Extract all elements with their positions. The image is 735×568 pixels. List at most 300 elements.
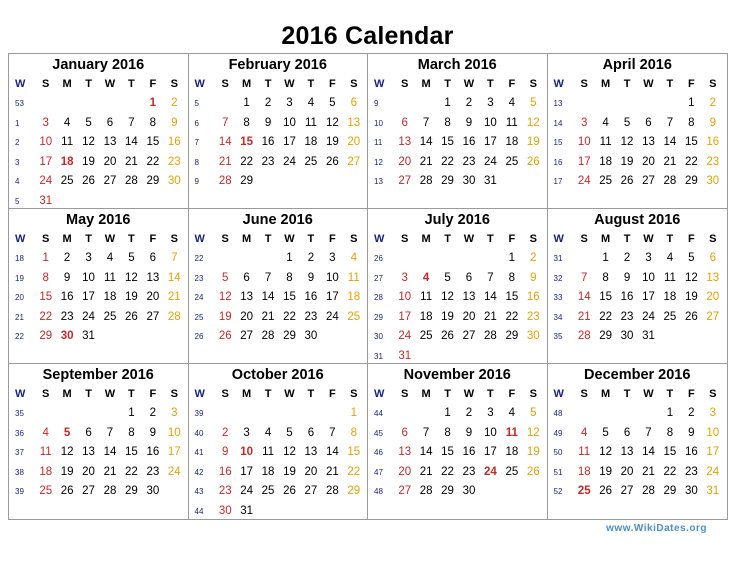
day-mon[interactable]: 25 (599, 175, 613, 187)
day-sat[interactable]: 12 (526, 426, 540, 439)
day-mon[interactable]: 17 (240, 465, 254, 478)
day-mon[interactable]: 29 (240, 175, 254, 187)
day-wed[interactable]: 23 (462, 155, 476, 168)
day-sat[interactable]: 2 (530, 252, 537, 264)
day-tue[interactable]: 18 (261, 465, 275, 478)
day-mon[interactable]: 18 (599, 155, 613, 168)
day-fri[interactable]: 21 (325, 465, 339, 478)
day-sat[interactable]: 13 (706, 271, 720, 284)
day-fri[interactable]: 19 (684, 291, 698, 303)
day-sat[interactable]: 30 (526, 330, 540, 342)
day-sun[interactable]: 21 (218, 155, 232, 168)
day-thu[interactable]: 19 (125, 291, 138, 303)
day-tue[interactable]: 19 (441, 310, 454, 323)
day-thu[interactable]: 21 (125, 155, 138, 168)
day-fri[interactable]: 4 (508, 407, 516, 419)
day-mon[interactable]: 11 (420, 291, 433, 303)
day-wed[interactable]: 13 (462, 291, 476, 303)
day-sat[interactable]: 22 (347, 465, 361, 478)
day-thu[interactable]: 24 (484, 465, 497, 478)
day-tue[interactable]: 10 (82, 271, 95, 284)
day-sat[interactable]: 23 (167, 155, 181, 168)
day-sat[interactable]: 10 (706, 426, 720, 439)
day-sun[interactable]: 31 (398, 349, 412, 362)
day-tue[interactable]: 17 (82, 291, 95, 303)
day-sun[interactable]: 14 (218, 136, 232, 148)
day-sun[interactable]: 24 (398, 330, 412, 342)
day-wed[interactable]: 3 (645, 252, 652, 264)
day-tue[interactable]: 12 (82, 136, 95, 148)
day-tue[interactable]: 31 (82, 330, 95, 342)
day-mon[interactable]: 11 (599, 136, 612, 148)
day-wed[interactable]: 7 (645, 426, 652, 439)
day-sat[interactable]: 7 (171, 252, 178, 264)
day-thu[interactable]: 10 (484, 426, 497, 439)
day-mon[interactable]: 30 (60, 330, 74, 342)
day-thu[interactable]: 21 (663, 155, 677, 168)
day-sat[interactable]: 8 (350, 426, 357, 439)
day-thu[interactable]: 18 (304, 136, 318, 148)
day-wed[interactable]: 1 (286, 252, 293, 264)
day-tue[interactable]: 5 (623, 116, 631, 129)
day-sun[interactable]: 23 (218, 485, 232, 497)
day-sun[interactable]: 14 (577, 291, 591, 303)
day-mon[interactable]: 21 (419, 155, 433, 168)
day-wed[interactable]: 20 (642, 155, 655, 168)
day-sat[interactable]: 17 (167, 446, 181, 458)
day-fri[interactable]: 26 (684, 310, 698, 323)
day-tue[interactable]: 9 (623, 271, 631, 284)
day-thu[interactable]: 27 (304, 485, 318, 497)
day-sun[interactable]: 10 (577, 136, 591, 148)
day-fri[interactable]: 7 (329, 426, 336, 439)
day-sun[interactable]: 18 (39, 465, 53, 478)
day-tue[interactable]: 12 (441, 291, 454, 303)
day-sun[interactable]: 20 (398, 155, 412, 168)
day-sat[interactable]: 3 (709, 407, 716, 419)
day-sun[interactable]: 2 (222, 426, 229, 439)
day-sat[interactable]: 28 (167, 310, 181, 323)
day-sun[interactable]: 27 (398, 175, 412, 187)
day-wed[interactable]: 3 (286, 97, 293, 109)
day-sun[interactable]: 6 (401, 116, 408, 129)
day-wed[interactable]: 6 (465, 271, 473, 284)
day-tue[interactable]: 16 (620, 291, 634, 303)
day-sun[interactable]: 13 (398, 136, 412, 148)
day-wed[interactable]: 30 (462, 485, 476, 497)
day-mon[interactable]: 16 (60, 291, 74, 303)
day-thu[interactable]: 28 (663, 175, 677, 187)
day-tue[interactable]: 24 (82, 310, 95, 323)
day-sat[interactable]: 20 (706, 291, 720, 303)
day-fri[interactable]: 29 (146, 175, 160, 187)
day-sun[interactable]: 11 (578, 446, 591, 458)
day-thu[interactable]: 24 (484, 155, 497, 168)
day-thu[interactable]: 23 (304, 310, 318, 323)
day-tue[interactable]: 23 (261, 155, 275, 168)
day-tue[interactable]: 21 (261, 310, 275, 323)
day-wed[interactable]: 4 (106, 252, 114, 264)
day-thu[interactable]: 25 (663, 310, 677, 323)
day-thu[interactable]: 3 (487, 407, 494, 419)
day-wed[interactable]: 10 (283, 116, 296, 129)
day-fri[interactable]: 16 (684, 446, 698, 458)
day-fri[interactable]: 12 (684, 271, 698, 284)
day-wed[interactable]: 8 (286, 271, 293, 284)
day-mon[interactable]: 8 (243, 116, 250, 129)
day-sat[interactable]: 23 (706, 155, 720, 168)
day-sat[interactable]: 26 (526, 465, 540, 478)
day-sun[interactable]: 4 (42, 426, 49, 439)
day-wed[interactable]: 31 (642, 330, 655, 342)
day-sat[interactable]: 17 (706, 446, 720, 458)
day-sun[interactable]: 28 (218, 175, 232, 187)
day-fri[interactable]: 29 (684, 175, 698, 187)
day-fri[interactable]: 13 (146, 271, 160, 284)
day-tue[interactable]: 8 (444, 116, 451, 129)
day-sun[interactable]: 30 (218, 504, 232, 517)
day-tue[interactable]: 26 (620, 175, 634, 187)
day-thu[interactable]: 4 (666, 252, 674, 264)
day-wed[interactable]: 11 (104, 271, 116, 284)
day-fri[interactable]: 30 (684, 485, 698, 497)
day-fri[interactable]: 4 (508, 97, 516, 109)
day-sun[interactable]: 20 (398, 465, 412, 478)
day-sat[interactable]: 19 (526, 136, 540, 148)
day-wed[interactable]: 20 (103, 155, 117, 168)
day-sat[interactable]: 21 (167, 291, 181, 303)
day-sun[interactable]: 11 (39, 446, 52, 458)
day-sun[interactable]: 17 (398, 310, 412, 323)
day-mon[interactable]: 27 (240, 330, 254, 342)
day-wed[interactable]: 24 (283, 155, 296, 168)
day-sat[interactable]: 11 (347, 271, 360, 284)
day-thu[interactable]: 12 (125, 271, 138, 284)
day-fri[interactable]: 12 (325, 116, 339, 129)
day-sun[interactable]: 25 (39, 485, 53, 497)
day-thu[interactable]: 13 (304, 446, 318, 458)
day-tue[interactable]: 13 (620, 446, 634, 458)
day-sat[interactable]: 12 (526, 116, 540, 129)
day-thu[interactable]: 20 (304, 465, 318, 478)
day-tue[interactable]: 23 (620, 310, 634, 323)
day-mon[interactable]: 8 (602, 271, 609, 284)
day-tue[interactable]: 6 (623, 426, 631, 439)
day-mon[interactable]: 3 (243, 426, 250, 439)
day-thu[interactable]: 16 (304, 291, 318, 303)
day-thu[interactable]: 7 (128, 116, 135, 129)
day-mon[interactable]: 28 (419, 485, 433, 497)
day-tue[interactable]: 26 (82, 175, 95, 187)
day-fri[interactable]: 9 (149, 426, 157, 439)
day-wed[interactable]: 28 (103, 485, 117, 497)
day-tue[interactable]: 27 (620, 485, 634, 497)
day-wed[interactable]: 7 (106, 426, 114, 439)
day-thu[interactable]: 22 (663, 465, 677, 478)
day-sun[interactable]: 31 (39, 194, 53, 207)
day-fri[interactable]: 1 (508, 252, 516, 264)
day-fri[interactable]: 2 (688, 407, 695, 419)
day-sat[interactable]: 9 (709, 116, 716, 129)
day-sun[interactable]: 3 (401, 271, 408, 284)
day-fri[interactable]: 15 (505, 291, 519, 303)
day-tue[interactable]: 5 (444, 271, 451, 284)
day-thu[interactable]: 10 (484, 116, 497, 129)
day-fri[interactable]: 16 (146, 446, 160, 458)
day-wed[interactable]: 28 (642, 485, 655, 497)
day-tue[interactable]: 27 (82, 485, 95, 497)
day-thu[interactable]: 26 (125, 310, 138, 323)
day-sat[interactable]: 4 (350, 252, 357, 264)
day-fri[interactable]: 8 (508, 271, 516, 284)
day-thu[interactable]: 11 (663, 271, 676, 284)
day-mon[interactable]: 20 (240, 310, 254, 323)
day-sat[interactable]: 16 (526, 291, 540, 303)
day-sat[interactable]: 26 (526, 155, 540, 168)
day-fri[interactable]: 24 (325, 310, 339, 323)
day-sun[interactable]: 28 (577, 330, 591, 342)
day-sun[interactable]: 4 (581, 426, 588, 439)
day-fri[interactable]: 22 (684, 155, 698, 168)
day-sat[interactable]: 14 (167, 271, 181, 284)
day-sat[interactable]: 24 (706, 465, 720, 478)
day-sat[interactable]: 15 (347, 446, 361, 458)
day-sun[interactable]: 15 (39, 291, 53, 303)
day-thu[interactable]: 8 (128, 426, 135, 439)
day-sun[interactable]: 7 (581, 271, 588, 284)
day-mon[interactable]: 7 (422, 116, 430, 129)
day-wed[interactable]: 17 (642, 291, 655, 303)
day-sat[interactable]: 30 (706, 175, 720, 187)
day-thu[interactable]: 21 (484, 310, 497, 323)
day-mon[interactable]: 26 (60, 485, 74, 497)
day-tue[interactable]: 15 (441, 136, 454, 148)
day-sun[interactable]: 24 (577, 175, 591, 187)
day-mon[interactable]: 6 (243, 271, 250, 284)
day-thu[interactable]: 28 (125, 175, 138, 187)
day-mon[interactable]: 5 (63, 426, 71, 439)
day-thu[interactable]: 15 (663, 446, 677, 458)
day-thu[interactable]: 8 (666, 426, 674, 439)
day-thu[interactable]: 25 (304, 155, 318, 168)
day-wed[interactable]: 16 (462, 136, 476, 148)
day-sun[interactable]: 16 (218, 465, 232, 478)
day-mon[interactable]: 1 (602, 252, 609, 264)
day-thu[interactable]: 7 (666, 116, 674, 129)
day-tue[interactable]: 20 (82, 465, 95, 478)
day-fri[interactable]: 19 (325, 136, 339, 148)
day-sat[interactable]: 20 (347, 136, 361, 148)
day-thu[interactable]: 3 (487, 97, 494, 109)
day-sun[interactable]: 25 (577, 485, 591, 497)
day-fri[interactable]: 8 (688, 116, 695, 129)
day-sat[interactable]: 16 (706, 136, 720, 148)
day-sat[interactable]: 10 (167, 426, 181, 439)
day-fri[interactable]: 17 (325, 291, 339, 303)
day-tue[interactable]: 9 (264, 116, 272, 129)
day-sat[interactable]: 23 (526, 310, 540, 323)
day-fri[interactable]: 23 (684, 465, 698, 478)
day-fri[interactable]: 30 (146, 485, 160, 497)
day-fri[interactable]: 11 (505, 116, 518, 129)
day-fri[interactable]: 10 (325, 271, 339, 284)
day-fri[interactable]: 29 (505, 330, 519, 342)
day-wed[interactable]: 21 (103, 465, 117, 478)
day-sun[interactable]: 26 (218, 330, 232, 342)
day-wed[interactable]: 6 (106, 116, 114, 129)
day-sat[interactable]: 1 (350, 407, 357, 419)
day-wed[interactable]: 27 (642, 175, 655, 187)
day-sat[interactable]: 9 (171, 116, 178, 129)
day-mon[interactable]: 29 (599, 330, 613, 342)
day-fri[interactable]: 26 (325, 155, 339, 168)
day-fri[interactable]: 8 (149, 116, 157, 129)
day-wed[interactable]: 23 (462, 465, 476, 478)
day-thu[interactable]: 18 (663, 291, 677, 303)
day-sun[interactable]: 19 (218, 310, 232, 323)
day-mon[interactable]: 25 (60, 175, 74, 187)
day-mon[interactable]: 2 (63, 252, 71, 264)
day-sun[interactable]: 27 (398, 485, 412, 497)
day-mon[interactable]: 22 (599, 310, 613, 323)
day-sun[interactable]: 13 (398, 446, 412, 458)
day-sat[interactable]: 3 (171, 407, 178, 419)
day-wed[interactable]: 17 (283, 136, 296, 148)
day-fri[interactable]: 14 (325, 446, 339, 458)
day-mon[interactable]: 18 (419, 310, 433, 323)
day-wed[interactable]: 16 (462, 446, 476, 458)
day-thu[interactable]: 14 (125, 136, 138, 148)
day-wed[interactable]: 27 (103, 175, 117, 187)
day-sat[interactable]: 5 (530, 97, 537, 109)
day-thu[interactable]: 2 (307, 252, 315, 264)
day-mon[interactable]: 7 (422, 426, 430, 439)
day-mon[interactable]: 19 (60, 465, 74, 478)
day-thu[interactable]: 14 (484, 291, 497, 303)
day-tue[interactable]: 19 (82, 155, 95, 168)
day-mon[interactable]: 14 (419, 136, 433, 148)
day-tue[interactable]: 8 (444, 426, 451, 439)
day-sun[interactable]: 3 (42, 116, 49, 129)
day-wed[interactable]: 14 (642, 446, 655, 458)
day-sat[interactable]: 16 (167, 136, 181, 148)
day-wed[interactable]: 9 (465, 116, 473, 129)
day-sun[interactable]: 24 (39, 175, 53, 187)
day-sun[interactable]: 12 (218, 291, 232, 303)
day-tue[interactable]: 26 (441, 330, 454, 342)
day-tue[interactable]: 1 (444, 97, 451, 109)
day-mon[interactable]: 18 (60, 155, 74, 168)
day-tue[interactable]: 19 (620, 155, 634, 168)
day-wed[interactable]: 5 (286, 426, 293, 439)
day-tue[interactable]: 4 (264, 426, 272, 439)
day-wed[interactable]: 15 (283, 291, 296, 303)
day-sat[interactable]: 25 (347, 310, 361, 323)
day-mon[interactable]: 10 (240, 446, 254, 458)
day-wed[interactable]: 19 (283, 465, 296, 478)
day-tue[interactable]: 15 (441, 446, 454, 458)
day-wed[interactable]: 13 (103, 136, 117, 148)
day-mon[interactable]: 9 (63, 271, 71, 284)
day-fri[interactable]: 25 (505, 465, 519, 478)
day-sun[interactable]: 22 (39, 310, 53, 323)
day-thu[interactable]: 11 (304, 116, 317, 129)
day-wed[interactable]: 10 (642, 271, 655, 284)
day-mon[interactable]: 12 (599, 446, 613, 458)
day-fri[interactable]: 22 (505, 310, 519, 323)
day-fri[interactable]: 11 (505, 426, 518, 439)
day-tue[interactable]: 6 (85, 426, 92, 439)
day-fri[interactable]: 15 (146, 136, 160, 148)
day-sun[interactable]: 7 (222, 116, 229, 129)
day-tue[interactable]: 14 (261, 291, 275, 303)
day-fri[interactable]: 2 (149, 407, 157, 419)
day-thu[interactable]: 17 (484, 136, 497, 148)
day-fri[interactable]: 22 (146, 155, 160, 168)
day-thu[interactable]: 29 (663, 485, 677, 497)
day-mon[interactable]: 19 (599, 465, 613, 478)
day-fri[interactable]: 3 (329, 252, 336, 264)
day-thu[interactable]: 6 (307, 426, 315, 439)
day-sat[interactable]: 30 (167, 175, 181, 187)
day-wed[interactable]: 30 (462, 175, 476, 187)
day-fri[interactable]: 23 (146, 465, 160, 478)
day-sat[interactable]: 31 (706, 485, 720, 497)
day-wed[interactable]: 13 (642, 136, 655, 148)
day-sun[interactable]: 9 (222, 446, 229, 458)
day-sun[interactable]: 10 (39, 136, 53, 148)
day-mon[interactable]: 26 (599, 485, 613, 497)
day-tue[interactable]: 3 (85, 252, 92, 264)
day-thu[interactable]: 1 (666, 407, 674, 419)
day-wed[interactable]: 2 (465, 97, 473, 109)
day-fri[interactable]: 20 (146, 291, 160, 303)
day-sun[interactable]: 6 (401, 426, 408, 439)
day-wed[interactable]: 25 (103, 310, 117, 323)
day-wed[interactable]: 29 (283, 330, 296, 342)
day-thu[interactable]: 31 (484, 175, 497, 187)
day-mon[interactable]: 11 (61, 136, 74, 148)
day-thu[interactable]: 4 (307, 97, 315, 109)
day-wed[interactable]: 12 (283, 446, 296, 458)
day-fri[interactable]: 18 (505, 136, 519, 148)
day-mon[interactable]: 4 (63, 116, 71, 129)
day-sat[interactable]: 27 (706, 310, 720, 323)
day-mon[interactable]: 25 (419, 330, 433, 342)
day-thu[interactable]: 14 (663, 136, 677, 148)
day-tue[interactable]: 22 (441, 155, 454, 168)
day-sat[interactable]: 2 (709, 97, 716, 109)
day-mon[interactable]: 4 (602, 116, 609, 129)
day-tue[interactable]: 1 (444, 407, 451, 419)
day-sun[interactable]: 29 (39, 330, 53, 342)
day-fri[interactable]: 9 (688, 426, 695, 439)
day-wed[interactable]: 2 (465, 407, 473, 419)
day-fri[interactable]: 1 (688, 97, 695, 109)
day-mon[interactable]: 13 (240, 291, 254, 303)
day-tue[interactable]: 16 (261, 136, 275, 148)
day-tue[interactable]: 29 (441, 485, 454, 497)
day-fri[interactable]: 6 (149, 252, 157, 264)
day-sat[interactable]: 13 (347, 116, 361, 129)
day-wed[interactable]: 26 (283, 485, 296, 497)
day-sat[interactable]: 2 (171, 97, 178, 109)
day-sat[interactable]: 24 (167, 465, 181, 478)
day-sun[interactable]: 17 (39, 155, 53, 168)
day-sat[interactable]: 29 (347, 485, 361, 497)
day-thu[interactable]: 5 (128, 252, 135, 264)
day-thu[interactable]: 22 (125, 465, 138, 478)
